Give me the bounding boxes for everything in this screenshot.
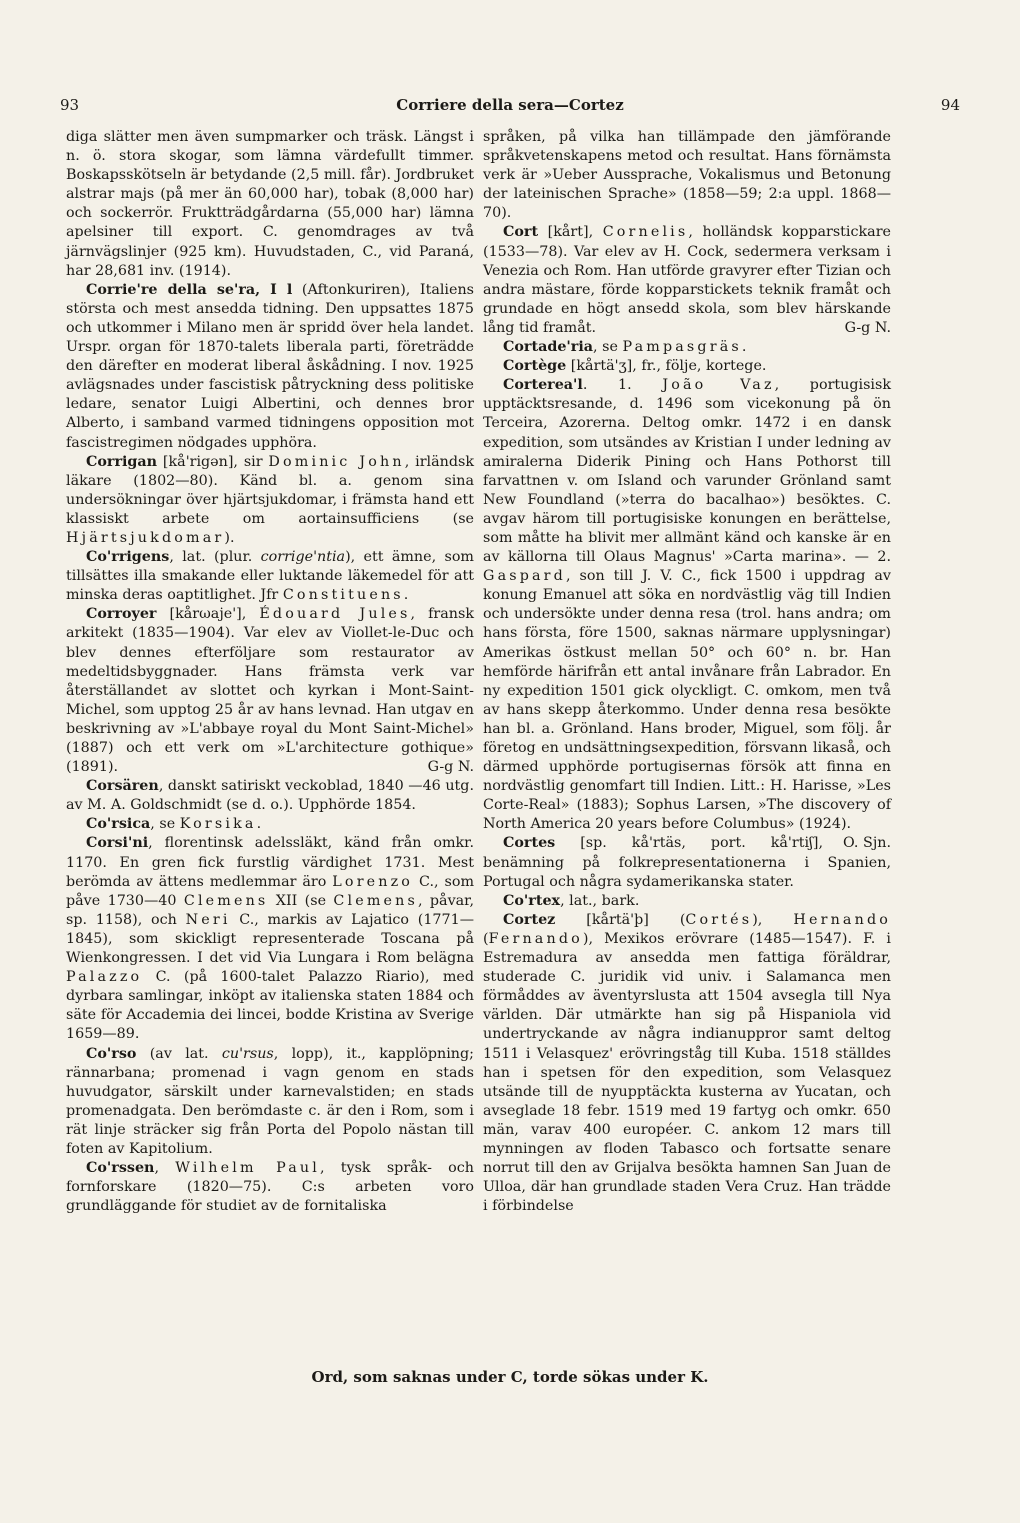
page-number-right: 94 bbox=[940, 96, 960, 114]
entry-continuation: språken, på vilka han tillämpade den jämförande språkvetenskapens metod och resultat. Hans förnämsta verk är »Ueber Aussprache, Vokalismus und Betonung der lateinischen Sprache» (1858—59; 2:a uppl. 1868—70). bbox=[483, 129, 891, 222]
left-column bbox=[66, 128, 474, 1216]
entry-corrigens: Co'rrigens, lat. (plur. corrige'ntia), ett ämne, som tillsättes illa smakande eller luktande läkemedel för att minska deras oaptitlighet. Jfr Constituens. bbox=[66, 549, 474, 604]
headword: Cortège bbox=[503, 358, 567, 375]
headword: Co'rsica bbox=[86, 816, 151, 833]
entry-cortereal: Corterea'l. 1. João Vaz, portugisisk upptäcktsresande, d. 1496 som vicekonung på ön Terceira, Azorerna. Deltog omkr. 1472 i en dansk expedition, som utsändes av Kristian I under ledning av amiralerna Diderik Pining och Hans Pothorst till farvattnen v. om Island och varunder Grönland samt New Foundland (»terra do bacalhao») besöktes. C. avgav härom till portugisiske konungen en berättelse, som måtte ha blivit mer allmänt känd och kanske är en av källorna till Olaus Magnus' »Carta marina». — 2. Gaspard, son till J. V. C., fick 1500 i uppdrag av konung Emanuel att söka en nordvästlig väg till Indien och undersökte under denna resa (trol. hans andra; om hans första, före 1500, saknas närmare upplysningar) Amerikas östkust mellan 50° och 60° n. br. Han hemförde härifrån ett antal invånare från Labrador. En ny expedition 1501 gick olyckligt. C. omkom, men två av hans skepp återkommo. Under denna resa besökte han bl. a. Grönland. Hans broder, Miguel, som följ. år företog en undsättningsexpedition, försvann likaså, och därmed upphörde portugisernas försök att finna en nordvästlig genomfart till Indien. Litt.: H. Harisse, »Les Corte-Real» (1883); Sophus Larsen, »The discovery of North America 20 years before Columbus» (1924). O. Sjn. bbox=[483, 376, 891, 834]
entry-cortes: Cortes [sp. kå'rtäs, port. kå'rtiʃ], benämning på folkrepresentationerna i Spanien, Portugal och några sydamerikanska stater. bbox=[483, 835, 891, 890]
headword: Co'rso bbox=[86, 1045, 137, 1062]
cross-reference: Constituens bbox=[282, 587, 404, 604]
headword: Cortade'ria bbox=[503, 339, 594, 356]
headword: Corsi'ni bbox=[86, 835, 149, 852]
cross-reference: Hjärtsjukdomar bbox=[66, 529, 225, 546]
headword: Cortes bbox=[503, 835, 556, 852]
headword: Co'rtex bbox=[503, 892, 561, 909]
headword: Cort bbox=[503, 224, 539, 241]
entry-cortex: Co'rtex, lat., bark. bbox=[503, 892, 640, 909]
entry-corso: Co'rso (av lat. cu'rsus, lopp), it., kapplöpning; rännarbana; promenad i vagn genom en stads huvudgator, särskilt under karnevalstiden; en stads promenadgata. Den berömdaste c. är den i Rom, som i rät linje sträcker sig från Porta del Popolo nästan till foten av Kapitolium. bbox=[66, 1045, 474, 1157]
page-number-left: 93 bbox=[60, 96, 80, 114]
headword: Corrie're della se'ra, I l bbox=[86, 281, 293, 298]
entry-corsaren: Corsären, danskt satiriskt veckoblad, 1840 —46 utg. av M. A. Goldschmidt (se d. o.). Upphörde 1854. bbox=[66, 778, 474, 814]
entry-cortege: Cortège [kårtä'ʒ], fr., följe, kortege. bbox=[503, 358, 767, 375]
headword: Corsären bbox=[86, 778, 159, 795]
author-signature: O. Sjn. bbox=[843, 835, 891, 852]
author-signature: G-g N. bbox=[427, 759, 474, 776]
headword: Corterea'l bbox=[503, 377, 583, 394]
cross-reference: Korsika bbox=[179, 816, 257, 833]
headword: Cortez bbox=[503, 911, 556, 928]
author-signature: G-g N. bbox=[844, 319, 891, 336]
headword: Co'rrigens bbox=[86, 549, 170, 566]
entry-corsica: Co'rsica, se Korsika. bbox=[86, 816, 262, 833]
cross-reference: Pampasgräs bbox=[622, 339, 742, 356]
entry-continuation: diga slätter men även sumpmarker och träsk. Längst i n. ö. stora skogar, som lämna värdefullt timmer. Boskapsskötseln är betydande (2,5 mill. får). Jordbruket alstrar majs (på mer än 60,000 har), tobak (8,000 har) och sockerrör. Fruktträdgårdarna (55,000 har) lämna apelsiner till export. C. genomdrages av två järnvägslinjer (925 km). Huvudstaden, C., vid Paraná, har 28,681 inv. (1914). bbox=[66, 129, 474, 279]
entry-corssen: Co'rssen, Wilhelm Paul, tysk språk- och fornforskare (1820—75). C:s arbeten voro grundläggande för studiet av de fornitaliska bbox=[66, 1160, 474, 1215]
entry-corsini: Corsi'ni, florentinsk adelssläkt, känd från omkr. 1170. En gren fick furstlig värdighet 1731. Mest berömda av ättens medlemmar äro Lorenzo C., som påve 1730—40 Clemens XII (se Clemens, påvar, sp. 1158), och Neri C., markis av Lajatico (1771—1845), som skickligt representerade Toscana på Wienkongressen. I det vid Via Lungara i Rom belägna Palazzo C. (på 1600-talet Palazzo Riario), med dyrbara samlingar, inköpt av italienska staten 1884 och säte för Accademia dei lincei, bodde Kristina av Sverige 1659—89. bbox=[66, 835, 474, 1043]
headword: Corrigan bbox=[86, 453, 158, 470]
entry-cortaderia: Cortade'ria, se Pampasgräs. bbox=[503, 339, 747, 356]
page-header bbox=[60, 96, 960, 120]
right-column bbox=[483, 128, 891, 1216]
running-title: Corriere della sera—Cortez bbox=[396, 96, 624, 114]
entry-corrigan: Corrigan [kå'rigən], sir Dominic John, irländsk läkare (1802—80). Känd bl. a. genom sina undersökningar över hjärtsjukdomar, i främsta hand ett klassiskt arbete om aortainsufficiens (se Hjärtsjukdomar). bbox=[66, 453, 474, 546]
entry-cort: Cort [kårt], Cornelis, holländsk kopparstickare (1533—78). Var elev av H. Cock, sedermera verksam i Venezia och Rom. Han utförde gravyrer efter Tizian och andra mästare, förde kopparstickets teknik framåt och grundade en högt ansedd skola, som blev härskande lång tid framåt. G-g N. bbox=[483, 223, 891, 338]
headword: Co'rssen bbox=[86, 1160, 155, 1177]
entry-corroyer: Corroyer [kårωaje'], Édouard Jules, fransk arkitekt (1835—1904). Var elev av Viollet-le-Duc och blev dennes efterföljare som restaurator av medeltidsbyggnader. Hans främsta verk var återställandet av slottet och kyrkan i Mont-Saint-Michel, som upptog 25 år av hans levnad. Han utgav en beskrivning av »L'abbaye royal du Mont Saint-Michel» (1887) och ett verk om »L'architecture gothique» (1891). G-g N. bbox=[66, 605, 474, 777]
headword: Corroyer bbox=[86, 606, 157, 623]
entry-cortez: Cortez [kårtä'þ] (Cortés), Hernando (Fernando), Mexikos erövrare (1485—1547). F. i Estremadura av ansedda men fattiga föräldrar, studerade C. juridik vid univ. i Salamanca men förmåddes av äventyrslusta att 1504 avsegla till Nya världen. Där utmärkte han sig på Hispaniola vid undertryckande av några indianuppror samt deltog 1511 i Velasquez' erövringståg till Kuba. 1518 ställdes han i spetsen för den expedition, som Velasquez utsände till de nyupptäckta kusterna av Yucatan, och avseglade 18 febr. 1519 med 19 fartyg och omkr. 650 män, varav 400 européer. C. ankom 12 mars till mynningen av floden Tabasco och fortsatte senare norrut till den av Grijalva besökta hamnen San Juan de Ulloa, där han grundlade staden Vera Cruz. Han trädde i förbindelse bbox=[483, 911, 892, 1215]
entry-corriere-della-sera: Corrie're della se'ra, I l (Aftonkuriren), Italiens största och mest ansedda tidning. Den uppsattes 1875 och utkommer i Milano men är spridd över hela landet. Urspr. organ för 1870-talets liberala parti, företrädde den därefter en moderat liberal åskådning. I nov. 1925 avlägsnades under fascistisk påtryckning dess politiske ledare, senator Luigi Albertini, och dennes bror Alberto, i samband varmed tidningens opposition mot fascistregimen nödgades upphöra. bbox=[66, 281, 474, 451]
footer-note: Ord, som saknas under C, torde sökas under K. bbox=[311, 1368, 709, 1386]
